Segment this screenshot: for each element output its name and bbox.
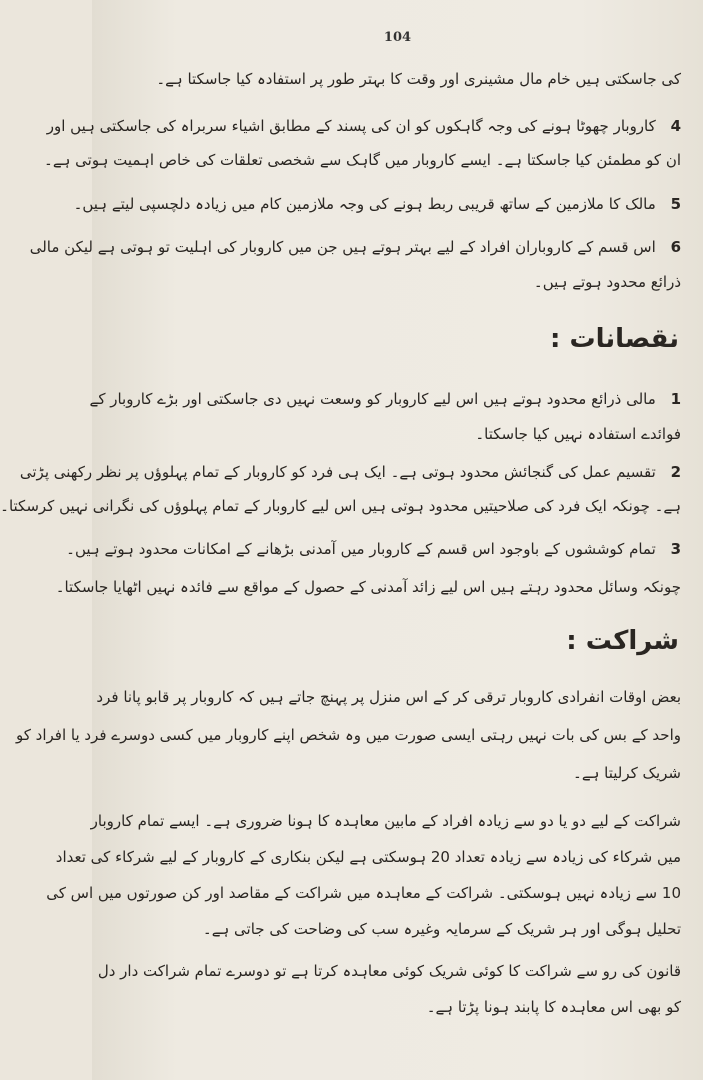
item-number: 6 xyxy=(670,238,681,256)
page-number: 104 xyxy=(383,30,412,45)
advantage-item-4-line-1: 4 کاروبار چھوٹا ہونے کی وجہ گاہکوں کو ان کی پسند کے مطابق اشیاء سربراہ کی جاسکتی ہیں اور xyxy=(46,117,681,135)
item-number: 1 xyxy=(670,390,681,408)
partnership-para-2-line-2: میں شرکاء کی زیادہ سے زیادہ تعداد 20 ہوسکتی ہے لیکن بنکاری کے کاروبار کے لیے شرکاء کی تعداد xyxy=(55,848,681,866)
advantage-item-4-line-2: ان کو مطمئن کیا جاسکتا ہے۔ ایسے کاروبار میں گاہک سے شخصی تعلقات کی خاص اہمیت ہوتی ہے۔ xyxy=(44,151,681,169)
partnership-heading: شراکت : xyxy=(566,626,679,656)
item-number: 2 xyxy=(670,463,681,481)
advantage-item-6-line-2: ذرائع محدود ہوتے ہیں۔ xyxy=(533,273,681,291)
partnership-para-2-line-3: 10 سے زیادہ نہیں ہوسکتی۔ شراکت کے معاہدہ میں شراکت کے مقاصد اور کن صورتوں میں اس کی xyxy=(46,884,681,902)
item-number: 5 xyxy=(670,195,681,213)
disadvantage-item-3-line-2: چونکہ وسائل محدود رہتے ہیں اس لیے زائد آمدنی کے حصول کے مواقع سے فائدہ نہیں اٹھایا جاسکتا۔ xyxy=(55,578,681,596)
partnership-para-3-line-1: قانون کی رو سے شراکت کا کوئی شریک کوئی معاہدہ کرتا ہے تو دوسرے تمام شراکت دار دل xyxy=(97,962,681,980)
disadvantage-item-1-line-1: 1 مالی ذرائع محدود ہوتے ہیں اس لیے کاروبار کو وسعت نہیں دی جاسکتی اور بڑے کاروبار کے xyxy=(89,390,681,408)
disadvantage-item-2-line-1: 2 تقسیم عمل کی گنجائش محدود ہوتی ہے۔ ایک ہی فرد کو کاروبار کے تمام پہلوؤں پر نظر رکھنی پڑتی xyxy=(19,463,681,481)
partnership-para-3-line-2: کو بھی اس معاہدہ کا پابند ہونا پڑتا ہے۔ xyxy=(426,998,681,1016)
partnership-para-1-line-2: واحد کے بس کی بات نہیں رہتی ایسی صورت میں وہ شخص اپنے کاروبار میں کسی دوسرے فرد یا افراد کو xyxy=(16,726,681,744)
continuation-line: کی جاسکتی ہیں خام مال مشینری اور وقت کا بہتر طور پر استفادہ کیا جاسکتا ہے۔ xyxy=(156,70,681,88)
partnership-para-2-line-1: شراکت کے لیے دو یا دو سے زیادہ افراد کے مابین معاہدہ کا ہونا ضروری ہے۔ ایسے تمام کاروبار xyxy=(90,812,681,830)
partnership-para-1-line-1: بعض اوقات انفرادی کاروبار ترقی کر کے اس منزل پر پہنچ جاتے ہیں کہ کاروبار پر قابو پانا فرد xyxy=(96,688,681,706)
advantage-item-6-line-1: 6 اس قسم کے کاروباران افراد کے لیے بہتر ہوتے ہیں جن میں کاروبار کی اہلیت تو ہوتی ہے لیکن مالی xyxy=(29,238,681,256)
disadvantage-item-3-line-1: 3 تمام کوششوں کے باوجود اس قسم کے کاروبار میں آمدنی بڑھانے کے امکانات محدود ہوتے ہیں۔ xyxy=(66,540,681,558)
item-number: 4 xyxy=(670,117,681,135)
advantage-item-5-line-1: 5 مالک کا ملازمین کے ساتھ قریبی ربط ہونے کی وجہ ملازمین کام میں زیادہ دلچسپی لیتے ہیں۔ xyxy=(73,195,681,213)
disadvantage-item-2-line-2: ہے۔ چونکہ ایک فرد کی صلاحیتیں محدود ہوتی ہیں اس لیے کاروبار کے تمام پہلوؤں کی نگرانی نہیں کرسکتا۔ xyxy=(0,497,681,515)
partnership-para-2-line-4: تحلیل ہوگی اور ہر شریک کے سرمایہ وغیرہ سب کی وضاحت کی جاتی ہے۔ xyxy=(202,920,681,938)
disadvantages-heading: نقصانات : xyxy=(550,324,679,354)
partnership-para-1-line-3: شریک کرلیتا ہے۔ xyxy=(573,764,681,782)
item-number: 3 xyxy=(670,540,681,558)
disadvantage-item-1-line-2: فوائدے استفادہ نہیں کیا جاسکتا۔ xyxy=(475,425,681,443)
